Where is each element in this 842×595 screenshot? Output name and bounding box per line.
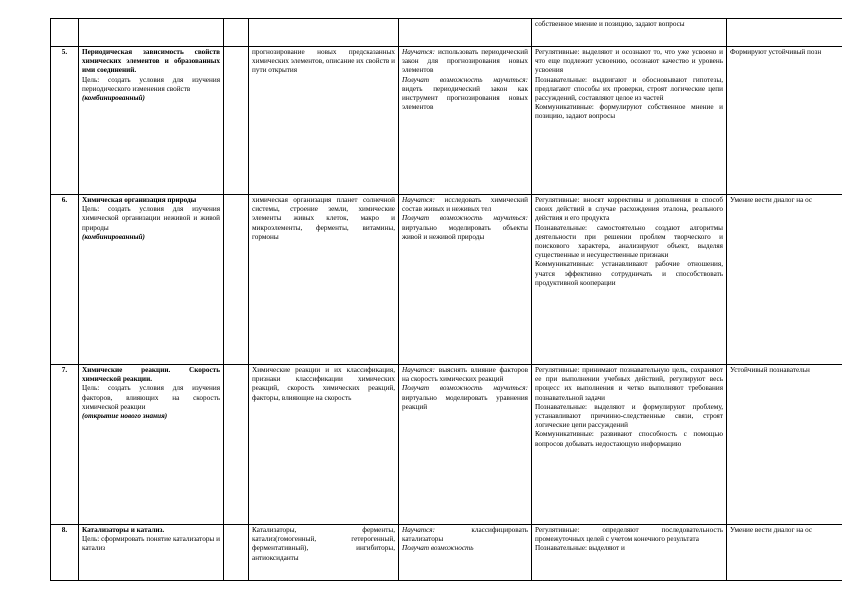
outcome-heading: Научатся: — [402, 366, 436, 374]
personal-results-cell — [727, 19, 842, 47]
lesson-type: (комбинированный) — [82, 94, 145, 103]
uud-cell — [532, 47, 727, 195]
personal-results-cell: Устойчивый познавательн — [727, 365, 842, 525]
uud-communicative: Коммуникативные: формулируют собственное мнение и позицию, задают вопросы — [535, 103, 723, 121]
learning-outcomes-cell — [399, 525, 532, 581]
outcome-heading: Научатся: — [402, 526, 436, 534]
lesson-topic-cell — [79, 365, 224, 525]
uud-regulatory: Регулятивные: выделяют и осознают то, что уже усвоено и что еще подлежит усвоению, осознают качество и уровень усвоения — [535, 48, 723, 75]
personal-results-cell: Умение вести диалог на ос — [727, 195, 842, 365]
personal-results-cell: Формируют устойчивый позн — [727, 47, 842, 195]
lesson-number: 5. — [51, 47, 79, 195]
learning-outcomes-cell — [399, 47, 532, 195]
lesson-goal: Цель: создать условия для изучения периодического изменения свойств — [82, 75, 220, 93]
outcome-heading: Научатся: — [402, 196, 436, 204]
uud-text: собственное мнение и позицию, задают вопросы — [535, 20, 685, 28]
table-row — [51, 365, 842, 525]
empty-cell — [224, 365, 249, 525]
uud-communicative: Коммуникативные: развивают способность с помощью вопросов добывать недостающую информацию — [535, 430, 723, 448]
uud-cognitive: Познавательные: выделяют и — [535, 544, 625, 553]
table-row — [51, 525, 842, 581]
learning-outcomes-cell — [399, 195, 532, 365]
lesson-plan-table — [50, 18, 842, 581]
uud-cell — [532, 19, 727, 47]
lesson-number: 6. — [51, 195, 79, 365]
lesson-goal: Цель: создать условия для изучения химической организации неживой и живой природы — [82, 205, 220, 232]
lesson-title: Периодическая зависимость свойств химических элементов и образованных ими соединений. — [82, 48, 220, 75]
uud-regulatory: Регулятивные: вносят коррективы и дополнения в способ своих действий в случае расхождения эталона, реального действия и его продукта — [535, 196, 723, 223]
uud-cell — [532, 525, 727, 581]
outcome-heading: Научатся: — [402, 48, 436, 56]
outcome-text: виртуально моделировать уравнения реакций — [402, 393, 528, 411]
uud-cognitive: Познавательные: выделяют и формулируют проблему, устанавливают причинно-следственные связи, строят логические цепи рассуждений — [535, 402, 723, 430]
table-row — [51, 19, 842, 47]
content-cell: химическая организация планет солнечной системы, строение земли, химические элементы живых клеток, макро и микроэлементы, ферменты, витамины, гормоны — [249, 195, 399, 365]
outcome-heading: Получат возможность научиться: — [402, 75, 528, 84]
table-row — [51, 195, 842, 365]
lesson-type: (комбинированный) — [82, 232, 145, 241]
lesson-topic-cell — [79, 19, 224, 47]
uud-cell — [532, 365, 727, 525]
lesson-title: Катализаторы и катализ. — [82, 526, 165, 534]
personal-results-cell: Умение вести диалог на ос — [727, 525, 842, 581]
learning-outcomes-cell — [399, 365, 532, 525]
lesson-goal: Цель: создать условия для изучения факторов, влияющих на скорость химической реакции — [82, 384, 220, 411]
content-cell: Катализаторы, ферменты, катализ(гомогенный, гетерогенный, ферментативный), ингибиторы, антиоксиданты — [249, 525, 399, 581]
outcome-text: видеть периодический закон как инструмент прогнозирования новых элементов — [402, 84, 528, 112]
uud-regulatory: Регулятивные: определяют последовательность промежуточных целей с учетом конечного результата — [535, 526, 723, 544]
table-row — [51, 47, 842, 195]
empty-cell — [224, 19, 249, 47]
outcome-text: классифицировать катализаторы — [402, 526, 528, 544]
uud-regulatory: Регулятивные: принимают познавательную цель, сохраняют ее при выполнении учебных действий, регулируют весь процесс их выполнения и четко выполняют требования познавательной задачи — [535, 366, 723, 402]
uud-cognitive: Познавательные: выдвигают и обосновывают гипотезы, предлагают способы их проверки, строят логические цепи рассуждений, составляют целое из частей — [535, 75, 723, 103]
outcome-heading: Получат возможность научиться: — [402, 384, 528, 393]
content-cell: прогнозирование новых предсказанных химических элементов, описание их свойств и пути открытия — [249, 47, 399, 195]
outcome-heading: Получат возможность — [402, 544, 474, 553]
lesson-topic-cell — [79, 47, 224, 195]
lesson-topic-cell — [79, 525, 224, 581]
lesson-number — [51, 19, 79, 47]
lesson-number: 8. — [51, 525, 79, 581]
content-cell — [249, 19, 399, 47]
empty-cell — [224, 195, 249, 365]
lesson-topic-cell — [79, 195, 224, 365]
outcome-text: использовать периодический закон для прогнозирования новых элементов — [402, 48, 528, 75]
lesson-title: Химические реакции. Скорость химической реакции. — [82, 366, 220, 384]
learning-outcomes-cell — [399, 19, 532, 47]
outcome-text: выяснять влияние факторов на скорость химических реакций — [402, 366, 528, 384]
lesson-type: (открытие нового знания) — [82, 412, 168, 421]
outcome-heading: Получат возможность научиться: — [402, 214, 528, 223]
uud-cell — [532, 195, 727, 365]
empty-cell — [224, 525, 249, 581]
uud-cognitive: Познавательные: самостоятельно создают алгоритмы деятельности при решении проблем творческого и поискового характера, анализируют объект, выделяя существенные и несущественные признаки — [535, 223, 723, 260]
outcome-text: исследовать химический состав живых и неживых тел — [402, 196, 529, 214]
lesson-number: 7. — [51, 365, 79, 525]
lesson-title: Химическая организация природы — [82, 196, 197, 204]
empty-cell — [224, 47, 249, 195]
outcome-text: виртуально моделировать объекты живой и неживой природы — [402, 223, 528, 241]
content-cell: Химические реакции и их классификация, признаки классификации химических реакций, скорость химических реакций, факторы, влияющие на скорость — [249, 365, 399, 525]
uud-communicative: Коммуникативные: устанавливают рабочие отношения, учатся эффективно сотрудничать и способствовать продуктивной кооперации — [535, 260, 723, 287]
lesson-goal: Цель: сформировать понятие катализаторы и катализ — [82, 535, 220, 553]
